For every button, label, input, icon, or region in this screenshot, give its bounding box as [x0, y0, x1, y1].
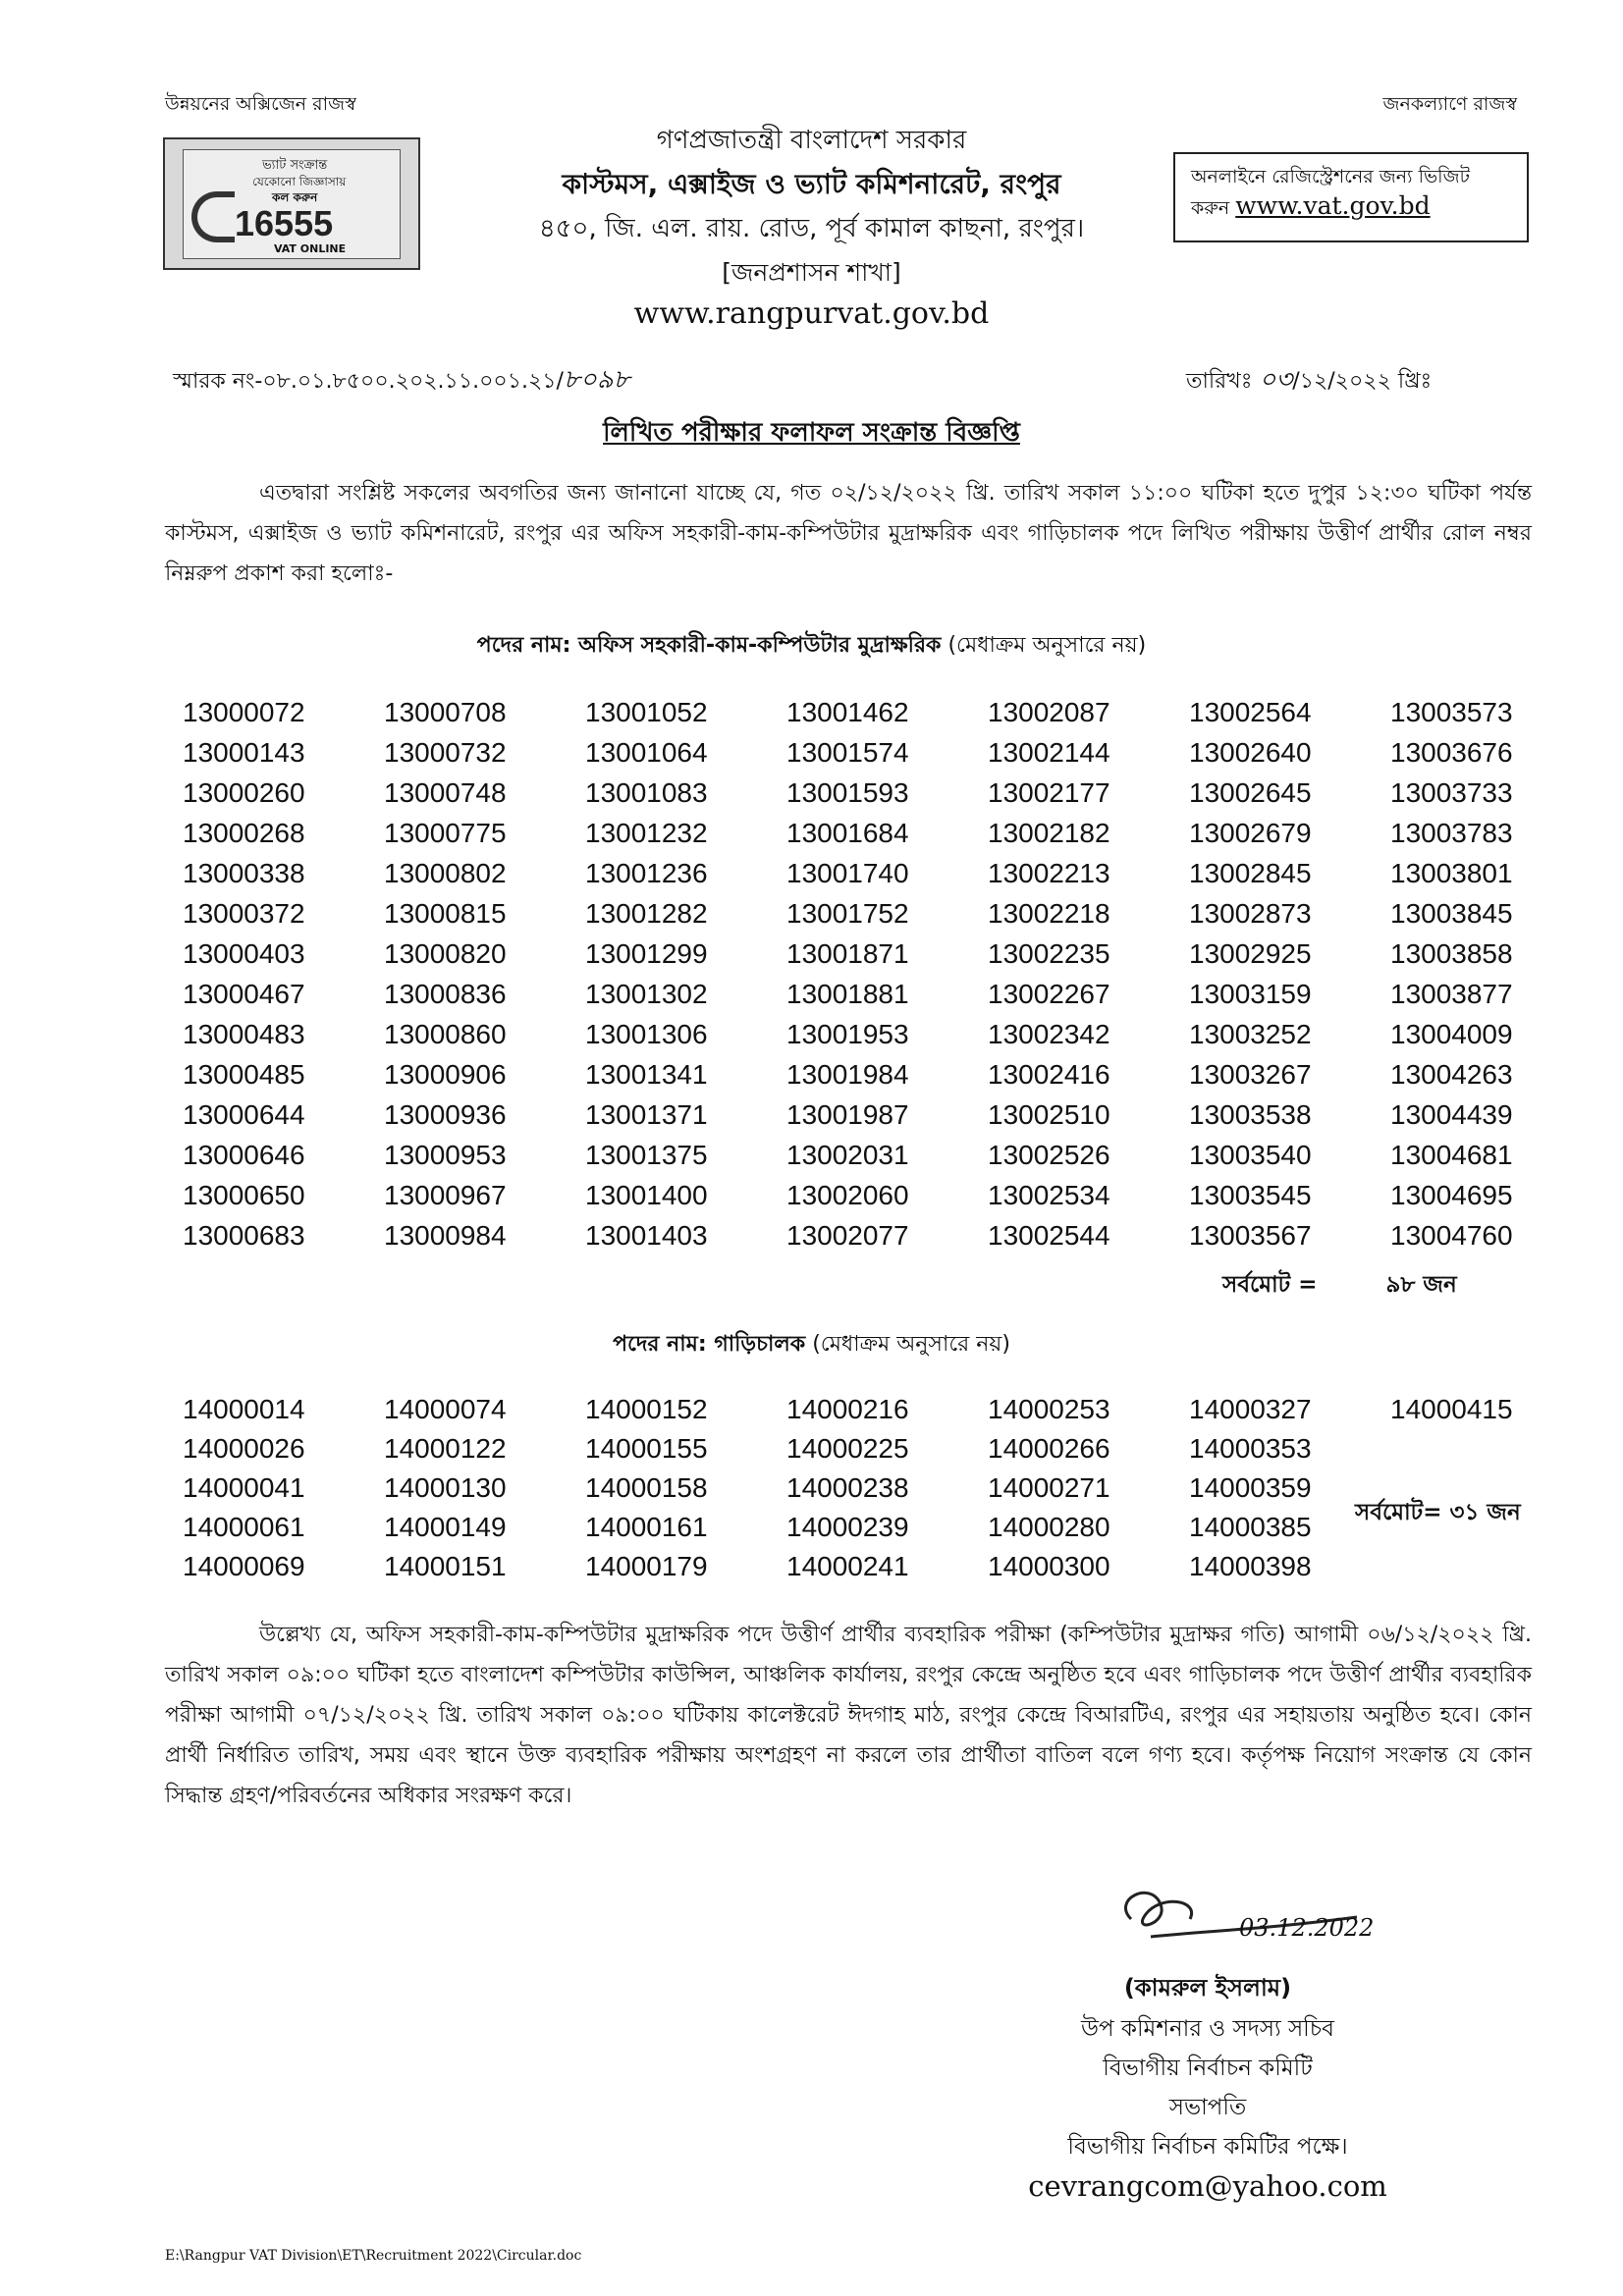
- roll-number: 13002342: [988, 1019, 1110, 1049]
- roll-number: 13004263: [1390, 1059, 1513, 1090]
- branch-name: [জনপ্রশাসন শাখা]: [722, 258, 901, 287]
- signer-name: (কামরুল ইসলাম): [1123, 1974, 1292, 2002]
- roll-number: 13002218: [988, 898, 1110, 929]
- post-1-heading: [0, 628, 1623, 665]
- registration-box: [1173, 152, 1529, 242]
- logo-line-4: VAT ONLINE: [274, 242, 347, 255]
- roll-number: 14000266: [988, 1433, 1110, 1464]
- roll-number: 13002544: [988, 1220, 1110, 1251]
- roll-number: 14000158: [585, 1472, 708, 1503]
- logo-line-1: ভ্যাট সংক্রান্ত: [262, 158, 328, 173]
- roll-number: 13001593: [786, 777, 909, 808]
- roll-number: 14000327: [1189, 1394, 1312, 1424]
- logo-line-3: কল করুন: [272, 190, 318, 204]
- roll-number: 14000041: [183, 1472, 305, 1503]
- logo-line-2: যেকোনো জিজ্ঞাসায়: [252, 175, 347, 188]
- roll-number: 13001341: [585, 1059, 708, 1090]
- closing-paragraph: উল্লেখ্য যে, অফিস সহকারী-কাম-কম্পিউটার মুদ্রাক্ষরিক পদে উত্তীর্ণ প্রার্থীর ব্যবহারিক পরীক্ষা (কম্পিউটার মুদ্রাক্ষর গতি) আগামী ০৬/১২/২০২২ খ্রি. তারিখ সকাল ০৯:০০ ঘটিকা হতে বাংলাদেশ কম্পিউটার কাউন্সিল, আঞ্চলিক কার্যালয়, রংপুর কেন্দ্রে অনুষ্ঠিত হবে এবং গাড়িচালক পদে উত্তীর্ণ প্রার্থীর ব্যবহারিক পরীক্ষা আগামী ০৭/১২/২০২২ খ্রি. তারিখ সকাল ০৯:০০ ঘটিকায় কালেক্টরেট ঈদগাহ মাঠ, রংপুর কেন্দ্রে বিআরটিএ, রংপুর এর সহায়তায় অনুষ্ঠিত হবে। কোন প্রার্থী নির্ধারিত তারিখ, সময় এবং স্থানে উক্ত ব্যবহারিক পরীক্ষায় অংশগ্রহণ না করলে তার প্রার্থীতা বাতিল বলে গণ্য হবে। কর্তৃপক্ষ নিয়োগ সংক্রান্ত যে কোন সিদ্ধান্ত গ্রহণ/পরিবর্তনের অধিকার সংরক্ষণ করে।: [165, 1623, 1532, 1808]
- roll-number: 13003545: [1189, 1180, 1312, 1210]
- roll-number: 13001574: [786, 737, 909, 768]
- roll-number: 14000151: [384, 1551, 507, 1581]
- roll-number: 13002087: [988, 697, 1110, 727]
- roll-number: [1390, 1551, 1592, 1590]
- post-1-roll-table: [183, 697, 1592, 1260]
- roll-number: 13003159: [1189, 979, 1312, 1009]
- roll-number: 13002640: [1189, 737, 1312, 768]
- roll-number: 13000403: [183, 938, 305, 969]
- roll-number: 13000802: [384, 858, 507, 888]
- roll-number: 13003573: [1390, 697, 1513, 727]
- roll-number: 13000072: [183, 697, 305, 727]
- roll-number: 13002213: [988, 858, 1110, 888]
- roll-number: 14000216: [786, 1394, 909, 1424]
- roll-number: 13003538: [1189, 1099, 1312, 1130]
- intro-paragraph: এতদ্বারা সংশ্লিষ্ট সকলের অবগতির জন্য জানানো যাচ্ছে যে, গত ০২/১২/২০২২ খ্রি. তারিখ সকাল ১১:০০ ঘটিকা হতে দুপুর ১২:৩০ ঘটিকা পর্যন্ত কাস্টমস, এক্সাইজ ও ভ্যাট কমিশনারেট, রংপুর এর অফিস সহকারী-কাম-কম্পিউটার মুদ্রাক্ষরিক এবং গাড়িচালক পদে লিখিত পরীক্ষায় উত্তীর্ণ প্রার্থীর রোল নম্বর নিম্নরুপ প্রকাশ করা হলোঃ-: [165, 481, 1532, 586]
- roll-number: 13004009: [1390, 1019, 1513, 1049]
- post-1-total: [1222, 1266, 1457, 1305]
- roll-number: 14000061: [183, 1512, 305, 1542]
- hotline-number: 16555: [235, 203, 334, 243]
- roll-number: 13001052: [585, 697, 708, 727]
- roll-number: 13002845: [1189, 858, 1312, 888]
- roll-number: 13002645: [1189, 777, 1312, 808]
- post-2-total: সর্বমোট= ৩১ জন: [1355, 1500, 1521, 1525]
- roll-number: 14000415: [1390, 1394, 1513, 1424]
- post-1-note: (মেধাক্রম অনুসারে নয়): [947, 633, 1147, 658]
- roll-number: 13000860: [384, 1019, 507, 1049]
- roll-number: 13001740: [786, 858, 909, 888]
- footer-file-path: E:\Rangpur VAT Division\ET\Recruitment 2022\Circular.doc: [165, 2248, 582, 2264]
- roll-number: 14000300: [988, 1551, 1110, 1581]
- roll-number: 13000467: [183, 979, 305, 1009]
- roll-number: 13004760: [1390, 1220, 1513, 1251]
- roll-number: 13001462: [786, 697, 909, 727]
- roll-number: 13003858: [1390, 938, 1513, 969]
- roll-number: 13000953: [384, 1140, 507, 1170]
- roll-number: 14000074: [384, 1394, 507, 1424]
- roll-number: 13001282: [585, 898, 708, 929]
- memo-date: [1186, 359, 1432, 402]
- roll-number: 13002679: [1189, 818, 1312, 848]
- roll-number: 14000161: [585, 1512, 708, 1542]
- roll-number: 13000732: [384, 737, 507, 768]
- roll-number: 13004681: [1390, 1140, 1513, 1170]
- office-website: www.rangpurvat.gov.bd: [633, 296, 990, 331]
- roll-number: 13000338: [183, 858, 305, 888]
- roll-number: 13001984: [786, 1059, 909, 1090]
- roll-number: 13000260: [183, 777, 305, 808]
- roll-number: 14000014: [183, 1394, 305, 1424]
- registration-line-2: [1191, 191, 1511, 223]
- office-name: কাস্টমস, এক্সাইজ ও ভ্যাট কমিশনারেট, রংপুর: [562, 168, 1061, 200]
- roll-number: 14000359: [1189, 1472, 1312, 1503]
- roll-number: 13002925: [1189, 938, 1312, 969]
- roll-number: 13002267: [988, 979, 1110, 1009]
- roll-number: 13001400: [585, 1180, 708, 1210]
- roll-number: 13003267: [1189, 1059, 1312, 1090]
- roll-number: [1390, 1433, 1592, 1472]
- roll-number: 14000238: [786, 1472, 909, 1503]
- roll-number: 14000280: [988, 1512, 1110, 1542]
- government-name: গণপ্রজাতন্ত্রী বাংলাদেশ সরকার: [656, 126, 967, 155]
- memo-number: [173, 359, 630, 402]
- roll-number: 13002144: [988, 737, 1110, 768]
- signature-date: 03.12.2022: [1239, 1914, 1375, 1942]
- roll-number: 13003567: [1189, 1220, 1312, 1251]
- post-2-note: (মেধাক্রম অনুসারে নয়): [812, 1332, 1010, 1357]
- notice-title-text: লিখিত পরীক্ষার ফলাফল সংক্রান্ত বিজ্ঞপ্তি: [603, 418, 1020, 448]
- roll-number: 14000241: [786, 1551, 909, 1581]
- roll-number: 14000130: [384, 1472, 507, 1503]
- roll-number: 13001881: [786, 979, 909, 1009]
- roll-number: 13001752: [786, 898, 909, 929]
- roll-number: 14000271: [988, 1472, 1110, 1503]
- roll-number: 13001232: [585, 818, 708, 848]
- post-2-label: পদের নাম: গাড়িচালক: [613, 1332, 806, 1357]
- roll-number: 13000775: [384, 818, 507, 848]
- roll-number: 13001302: [585, 979, 708, 1009]
- roll-number: 13000984: [384, 1220, 507, 1251]
- roll-number: 13000906: [384, 1059, 507, 1090]
- roll-number: 13001987: [786, 1099, 909, 1130]
- roll-number: 13000683: [183, 1220, 305, 1251]
- roll-number: 13002177: [988, 777, 1110, 808]
- roll-number: 13000485: [183, 1059, 305, 1090]
- roll-number: 14000069: [183, 1551, 305, 1581]
- roll-number: 13003540: [1189, 1140, 1312, 1170]
- signer-email: cevrangcom@yahoo.com: [1028, 2169, 1387, 2203]
- roll-number: 13003845: [1390, 898, 1513, 929]
- roll-number: 14000122: [384, 1433, 507, 1464]
- post-1-label: পদের নাম: অফিস সহকারী-কাম-কম্পিউটার মুদ্রাক্ষরিক: [476, 633, 942, 658]
- roll-number: 13001953: [786, 1019, 909, 1049]
- roll-number: 13002416: [988, 1059, 1110, 1090]
- roll-number: 14000398: [1189, 1551, 1312, 1581]
- roll-number: 13003252: [1189, 1019, 1312, 1049]
- roll-number: 13003801: [1390, 858, 1513, 888]
- roll-number: 14000149: [384, 1512, 507, 1542]
- roll-number: 13001871: [786, 938, 909, 969]
- roll-number: 13003877: [1390, 979, 1513, 1009]
- roll-number: 13002031: [786, 1140, 909, 1170]
- roll-number: 13002564: [1189, 697, 1312, 727]
- roll-number: 13002510: [988, 1099, 1110, 1130]
- signer-designation: [982, 2009, 1434, 2166]
- post-2-heading: [0, 1327, 1623, 1363]
- notice-title: [0, 412, 1623, 455]
- roll-number: 13000646: [183, 1140, 305, 1170]
- slogan-right: জনকল্যাণে রাজস্ব: [1382, 93, 1517, 115]
- date-day: ০৩: [1259, 365, 1293, 395]
- memo-handwritten-no: ৮০৯৮: [563, 365, 630, 395]
- post-1-total-value: ৯৮ জন: [1385, 1272, 1457, 1298]
- roll-number: 13000650: [183, 1180, 305, 1210]
- roll-number: 13000372: [183, 898, 305, 929]
- roll-number: 14000239: [786, 1512, 909, 1542]
- roll-number: 14000026: [183, 1433, 305, 1464]
- roll-number: 13001306: [585, 1019, 708, 1049]
- roll-number: 13002077: [786, 1220, 909, 1251]
- roll-number: 13004439: [1390, 1099, 1513, 1130]
- roll-number: 13001064: [585, 737, 708, 768]
- roll-number: 13001403: [585, 1220, 708, 1251]
- roll-number: 13001371: [585, 1099, 708, 1130]
- post-2-roll-table: [183, 1394, 1592, 1590]
- roll-number: 13002534: [988, 1180, 1110, 1210]
- roll-number: 13000936: [384, 1099, 507, 1130]
- registration-text: অনলাইনে রেজিস্ট্রেশনের জন্য ভিজিট: [1191, 166, 1470, 187]
- roll-number: 13002873: [1189, 898, 1312, 929]
- slogan-left: উন্নয়নের অক্সিজেন রাজস্ব: [165, 93, 356, 115]
- registration-url: www.vat.gov.bd: [1235, 191, 1431, 220]
- roll-number: 14000152: [585, 1394, 708, 1424]
- roll-number: 13000483: [183, 1019, 305, 1049]
- roll-number: 13002182: [988, 818, 1110, 848]
- roll-number: 14000385: [1189, 1512, 1312, 1542]
- date-label: তারিখঃ: [1186, 369, 1253, 394]
- roll-number: 13000967: [384, 1180, 507, 1210]
- roll-number: 13001684: [786, 818, 909, 848]
- signer-line-2: বিভাগীয় নির্বাচন কমিটি: [1103, 2056, 1313, 2081]
- roll-number: 13002235: [988, 938, 1110, 969]
- signer-line-4: বিভাগীয় নির্বাচন কমিটির পক্ষে।: [1067, 2134, 1348, 2160]
- roll-number: 13003733: [1390, 777, 1513, 808]
- signer-line-1: উপ কমিশনার ও সদস্য সচিব: [1081, 2016, 1334, 2042]
- roll-number: 13003676: [1390, 737, 1513, 768]
- roll-number: 14000225: [786, 1433, 909, 1464]
- memo-label: স্মারক নং-০৮.০১.৮৫০০.২০২.১১.০০১.২১/: [173, 369, 564, 394]
- roll-number: 13000143: [183, 737, 305, 768]
- roll-number: 14000253: [988, 1394, 1110, 1424]
- roll-number: 13000748: [384, 777, 507, 808]
- roll-number: 13000815: [384, 898, 507, 929]
- roll-number: 13001236: [585, 858, 708, 888]
- roll-number: 13002526: [988, 1140, 1110, 1170]
- roll-number: 13000836: [384, 979, 507, 1009]
- roll-number: 13001299: [585, 938, 708, 969]
- roll-number: 14000155: [585, 1433, 708, 1464]
- roll-number: 13000268: [183, 818, 305, 848]
- roll-number: 13000820: [384, 938, 507, 969]
- office-address: ৪৫০, জি. এল. রায়. রোড, পূর্ব কামাল কাছনা, রংপুর।: [538, 214, 1085, 243]
- registration-text-2: করুন: [1191, 197, 1230, 219]
- roll-number: 13004695: [1390, 1180, 1513, 1210]
- roll-number: 14000179: [585, 1551, 708, 1581]
- roll-number: 13002060: [786, 1180, 909, 1210]
- roll-number: 13000708: [384, 697, 507, 727]
- signer-line-3: সভাপতি: [1168, 2095, 1247, 2120]
- roll-number: 13001083: [585, 777, 708, 808]
- roll-number: 14000353: [1189, 1433, 1312, 1464]
- date-rest: /১২/২০২২ খ্রিঃ: [1292, 369, 1433, 394]
- roll-number: 13001375: [585, 1140, 708, 1170]
- roll-number: 13003783: [1390, 818, 1513, 848]
- roll-number: 13000644: [183, 1099, 305, 1130]
- post-1-total-label: সর্বমোট =: [1222, 1272, 1318, 1298]
